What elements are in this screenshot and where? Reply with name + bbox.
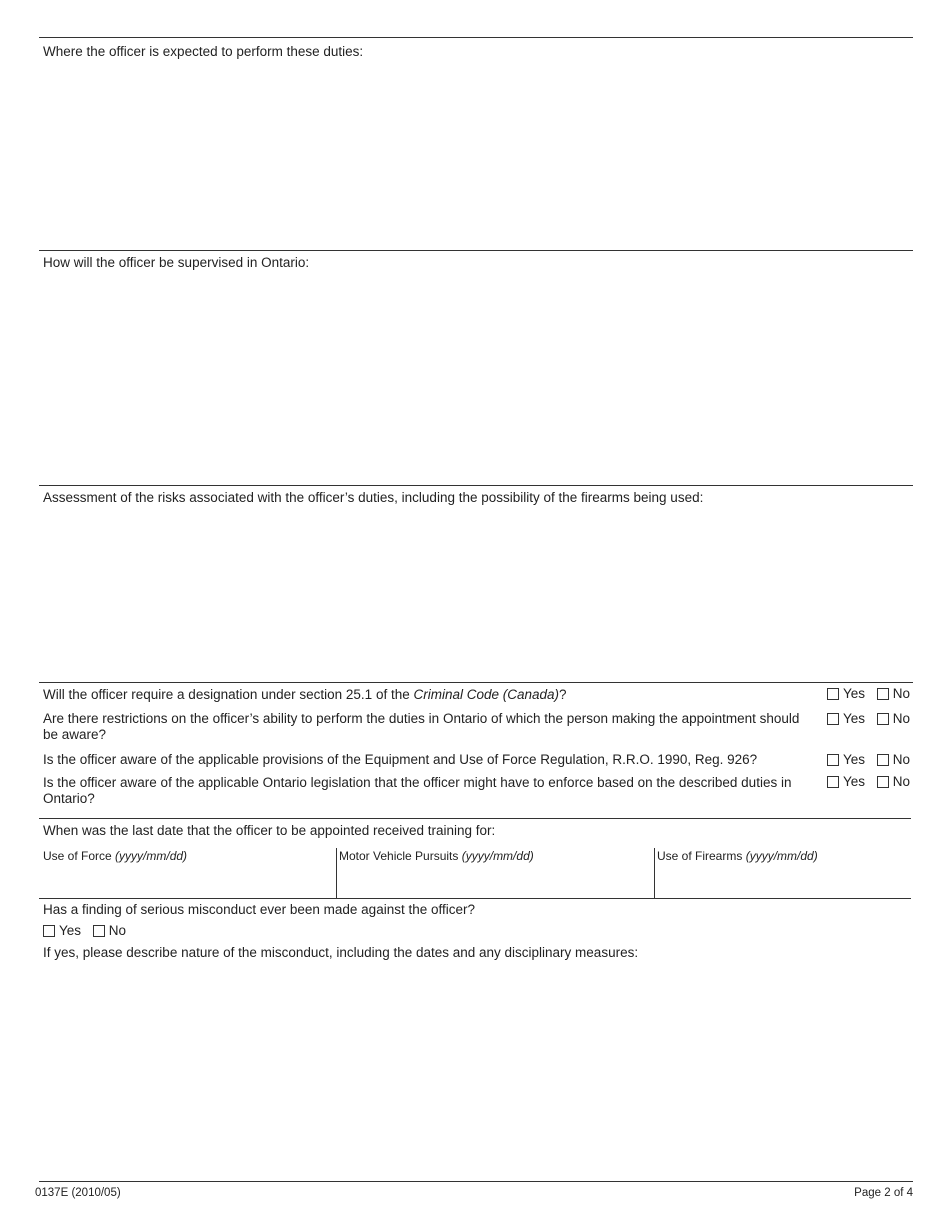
divider (39, 485, 913, 486)
use-of-force-date-field[interactable] (39, 846, 335, 898)
question-restrictions: Are there restrictions on the officer’s ability to perform the duties in Ontario of which the person making the appointment should be aware? (43, 711, 800, 742)
designation-yes-no: Yes No (827, 686, 910, 702)
divider (39, 682, 913, 683)
designation-no-checkbox[interactable] (877, 688, 889, 700)
use-of-firearms-date-field[interactable] (655, 846, 911, 898)
designation-yes-checkbox[interactable] (827, 688, 839, 700)
restrictions-yes-checkbox[interactable] (827, 713, 839, 725)
restrictions-no-checkbox[interactable] (877, 713, 889, 725)
supervision-label: How will the officer be supervised in Ontario: (43, 255, 310, 270)
regulation-no-checkbox[interactable] (877, 754, 889, 766)
form-code: 0137E (2010/05) (35, 1187, 121, 1199)
divider (39, 250, 913, 251)
divider (39, 818, 911, 819)
use-of-firearms-label: Use of Firearms (yyyy/mm/dd) (657, 849, 818, 863)
motor-vehicle-pursuits-label: Motor Vehicle Pursuits (yyyy/mm/dd) (339, 849, 534, 863)
misconduct-yes-no: Yes No (43, 923, 126, 939)
regulation-yes-no: Yes No (827, 752, 910, 768)
footer-divider (39, 1181, 913, 1182)
training-prompt: When was the last date that the officer to be appointed received training for: (43, 823, 496, 838)
risk-assessment-label: Assessment of the risks associated with the officer’s duties, including the possibility of the firearms being used: (43, 490, 704, 505)
legislation-no-checkbox[interactable] (877, 776, 889, 788)
divider (39, 37, 913, 38)
misconduct-describe-label: If yes, please describe nature of the misconduct, including the dates and any disciplinary measures: (43, 945, 639, 960)
misconduct-yes-checkbox[interactable] (43, 925, 55, 937)
supervision-textarea[interactable] (39, 274, 913, 482)
question-designation: Will the officer require a designation under section 25.1 of the Criminal Code (Canada)? (43, 687, 567, 702)
divider (39, 898, 911, 899)
risk-assessment-textarea[interactable] (39, 508, 913, 680)
question-ontario-legislation: Is the officer aware of the applicable Ontario legislation that the officer might have to enforce based on the described duties in Ontario? (43, 775, 792, 806)
misconduct-question: Has a finding of serious misconduct ever been made against the officer? (43, 902, 475, 917)
legislation-yes-no: Yes No (827, 774, 910, 790)
question-use-of-force-regulation: Is the officer aware of the applicable provisions of the Equipment and Use of Force Regulation, R.R.O. 1990, Reg. 926? (43, 752, 758, 767)
legislation-yes-checkbox[interactable] (827, 776, 839, 788)
misconduct-no-checkbox[interactable] (93, 925, 105, 937)
misconduct-description-textarea[interactable] (39, 964, 913, 1176)
restrictions-yes-no: Yes No (827, 711, 910, 727)
page-number: Page 2 of 4 (854, 1187, 913, 1199)
motor-vehicle-pursuits-date-field[interactable] (337, 846, 653, 898)
regulation-yes-checkbox[interactable] (827, 754, 839, 766)
where-duties-label: Where the officer is expected to perform these duties: (43, 44, 364, 59)
where-duties-textarea[interactable] (39, 62, 913, 247)
use-of-force-label: Use of Force (yyyy/mm/dd) (43, 849, 188, 863)
